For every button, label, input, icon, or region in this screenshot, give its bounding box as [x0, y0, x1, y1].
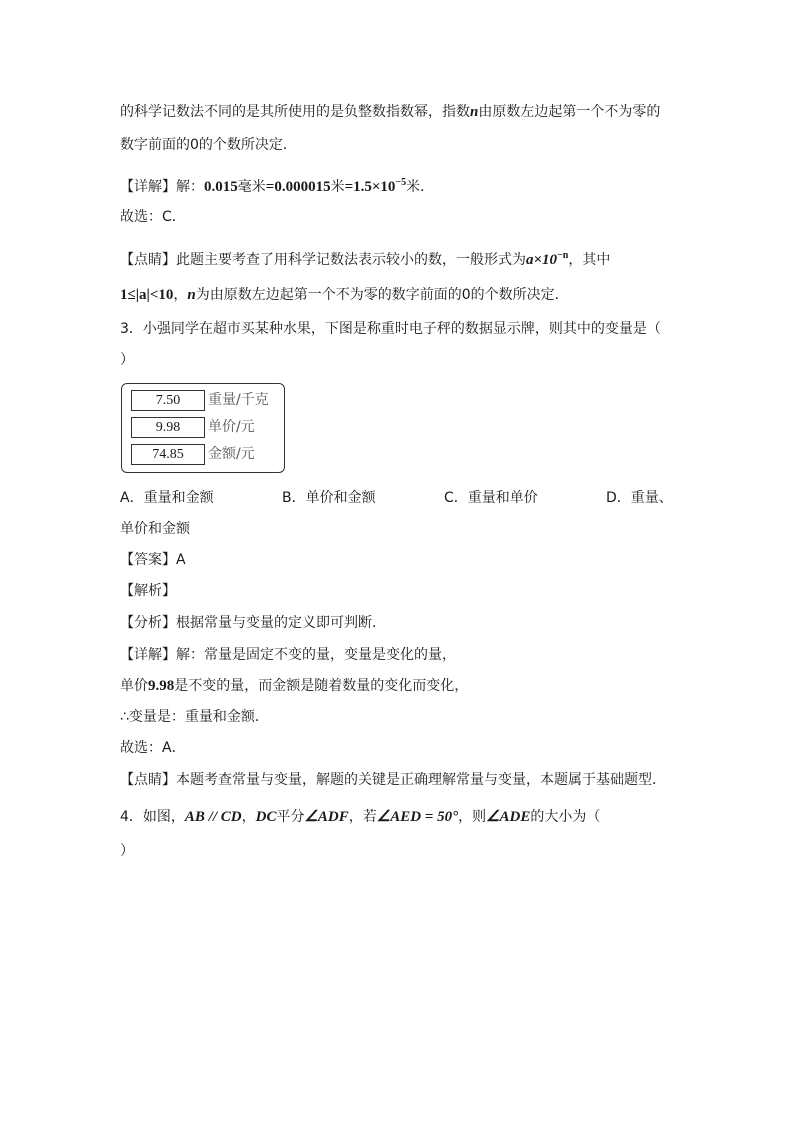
option-d-cont — [120, 519, 190, 539]
text: 解： — [176, 179, 204, 195]
value-label: 金额/元 — [208, 446, 255, 462]
answer-value: A — [176, 552, 186, 568]
math: 0.000015 — [274, 179, 331, 195]
text: 是不变的量，而金额是随着数量的变化而变化， — [174, 678, 469, 694]
choose-line — [120, 738, 186, 758]
answer-tag: 【答案】 — [120, 552, 176, 568]
text-line — [120, 102, 660, 122]
text: ，则 — [458, 809, 487, 825]
option-b: B．单价和金额 — [282, 490, 376, 506]
math: AB // CD — [184, 809, 242, 825]
value-box: 7.50 — [131, 390, 205, 411]
question-text: ） — [120, 352, 134, 368]
analysis-tag: 【解析】 — [120, 583, 176, 599]
math: 9.98 — [148, 678, 175, 694]
text: 4．如图， — [120, 809, 185, 825]
math: ∠AED = 50° — [376, 809, 459, 825]
question-line — [120, 319, 661, 339]
choose-line — [120, 207, 186, 227]
text: 本题考查常量与变量，解题的关键是正确理解常量与变量，本题属于基础题型． — [176, 772, 666, 788]
math: = — [265, 179, 275, 195]
text: 解：常量是固定不变的量，变量是变化的量， — [176, 647, 456, 663]
detail-line — [120, 645, 456, 665]
unit: 米． — [406, 179, 435, 195]
math: 0.015 — [204, 179, 238, 195]
text: 此题主要考查了用科学记数法表示较小的数，一般形式为 — [176, 252, 526, 268]
exponent: −n — [557, 250, 569, 261]
text: 单价 — [120, 678, 148, 694]
question-line — [120, 350, 134, 370]
math: ∠ADE — [486, 809, 531, 825]
detail-line — [120, 707, 269, 727]
point-tag: 【点睛】 — [120, 252, 176, 268]
text: ∴变量是：重量和金额． — [120, 709, 269, 725]
text: 由原数左边起第一个不为零的 — [478, 104, 661, 120]
math: a×10 — [526, 252, 558, 268]
scale-display — [121, 383, 285, 473]
point-line — [120, 285, 569, 305]
value-box: 74.85 — [131, 444, 205, 465]
text: 平分 — [276, 809, 305, 825]
math: DC — [255, 809, 277, 825]
answer-line — [120, 550, 186, 570]
detail-tag: 【详解】 — [120, 647, 176, 663]
question-text: 3．小强同学在超市买某种水果，下图是称重时电子秤的数据显示牌，则其中的变量是（ — [120, 321, 661, 337]
math-n: n — [470, 104, 479, 120]
option-c: C．重量和单价 — [444, 490, 538, 506]
value-label: 单价/元 — [208, 419, 255, 435]
math: 1≤|a|<10 — [120, 287, 174, 303]
text: 单价和金额 — [120, 521, 190, 537]
text: ，其中 — [568, 252, 611, 268]
question-line — [120, 841, 134, 861]
value-label: 重量/千克 — [208, 392, 269, 408]
fenxi-tag: 【分析】 — [120, 615, 176, 631]
value-box: 9.98 — [131, 417, 205, 438]
text: 的大小为（ — [530, 809, 601, 825]
detail-tag: 【详解】 — [120, 179, 176, 195]
detail-line — [120, 676, 468, 696]
point-tag: 【点睛】 — [120, 772, 176, 788]
text: 故选：A． — [120, 740, 186, 756]
text: ，若 — [348, 809, 377, 825]
text: ） — [120, 843, 134, 859]
text: 数字前面的0的个数所决定． — [120, 137, 297, 153]
text: 根据常量与变量的定义即可判断． — [176, 615, 386, 631]
detail-line — [120, 173, 434, 197]
exponent: −5 — [395, 177, 407, 188]
unit: 毫米 — [237, 179, 266, 195]
point-line — [120, 246, 610, 270]
math: ∠ADF — [304, 809, 349, 825]
text-line — [120, 135, 297, 155]
text: ， — [173, 287, 188, 303]
text: 为由原数左边起第一个不为零的数字前面的0的个数所决定． — [195, 287, 569, 303]
math-n: n — [187, 287, 196, 303]
math: 1.5×10 — [353, 179, 396, 195]
option-a: A．重量和金额 — [120, 490, 214, 506]
math: = — [344, 179, 354, 195]
analysis-line — [120, 581, 176, 601]
text: 故选：C． — [120, 209, 186, 225]
text: ， — [241, 809, 256, 825]
text: 的科学记数法不同的是其所使用的是负整数指数幂，指数 — [120, 104, 470, 120]
option-d: D．重量、 — [606, 490, 673, 506]
fenxi-line — [120, 613, 386, 633]
unit: 米 — [330, 179, 345, 195]
point-line — [120, 770, 666, 790]
question-line — [120, 807, 600, 827]
